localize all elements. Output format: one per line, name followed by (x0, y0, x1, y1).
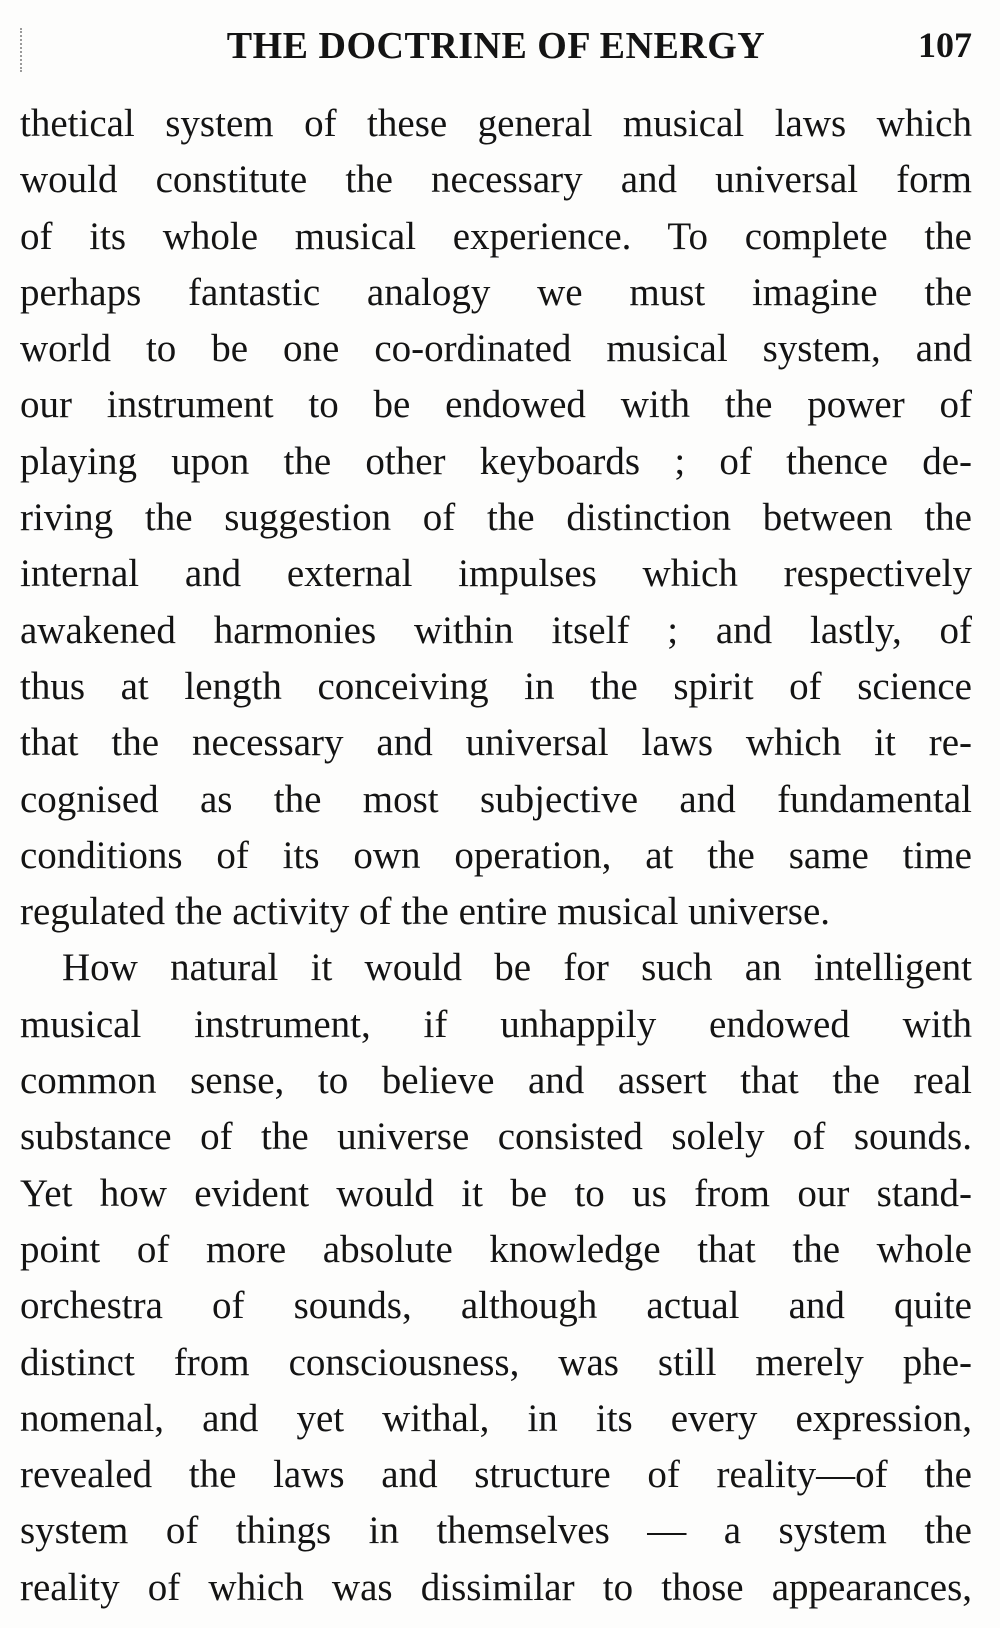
text-line: playing upon the other keyboards ; of thence de- (20, 439, 972, 483)
text-line: orchestra of sounds, although actual and quite (20, 1284, 972, 1328)
body-text (20, 96, 972, 1616)
text-line: musical instrument, if unhappily endowed with (20, 1002, 972, 1046)
text-line: reality of which was dissimilar to those appearances, (20, 1565, 972, 1609)
text-line: distinct from consciousness, was still merely phe- (20, 1340, 972, 1384)
text-line: Yet how evident would it be to us from our stand- (20, 1171, 972, 1215)
text-line: world to be one co-ordinated musical system, and (20, 327, 972, 371)
text-line: system of things in themselves — a system the (20, 1509, 972, 1553)
text-line: internal and external impulses which respectively (20, 552, 972, 596)
text-line: thetical system of these general musical laws which (20, 102, 972, 145)
text-line: substance of the universe consisted solely of sounds. (20, 1115, 972, 1159)
running-header (20, 18, 972, 78)
paragraph-start-line: How natural it would be for such an intelligent (62, 946, 972, 990)
text-line: cognised as the most subjective and fundamental (20, 777, 972, 821)
text-line: riving the suggestion of the distinction between the (20, 496, 972, 540)
text-line: that the necessary and universal laws which it re- (20, 721, 972, 765)
text-line: point of more absolute knowledge that the whole (20, 1227, 972, 1271)
text-line: revealed the laws and structure of reality—of the (20, 1453, 972, 1497)
paragraph-end-line: regulated the activity of the entire musical universe. (20, 890, 831, 934)
text-line: nomenal, and yet withal, in its every expression, (20, 1396, 972, 1440)
text-line: common sense, to believe and assert that the real (20, 1059, 972, 1103)
page-number: 107 (918, 25, 972, 65)
text-line: conditions of its own operation, at the same time (20, 833, 972, 877)
running-title: THE DOCTRINE OF ENERGY (226, 25, 766, 67)
text-line: would constitute the necessary and universal form (20, 158, 972, 202)
text-line: our instrument to be endowed with the power of (20, 383, 972, 427)
text-line: awakened harmonies within itself ; and lastly, of (20, 608, 972, 652)
text-line: of its whole musical experience. To complete the (20, 214, 972, 258)
text-line: perhaps fantastic analogy we must imagine the (20, 270, 972, 314)
text-line: thus at length conceiving in the spirit of science (20, 664, 972, 708)
